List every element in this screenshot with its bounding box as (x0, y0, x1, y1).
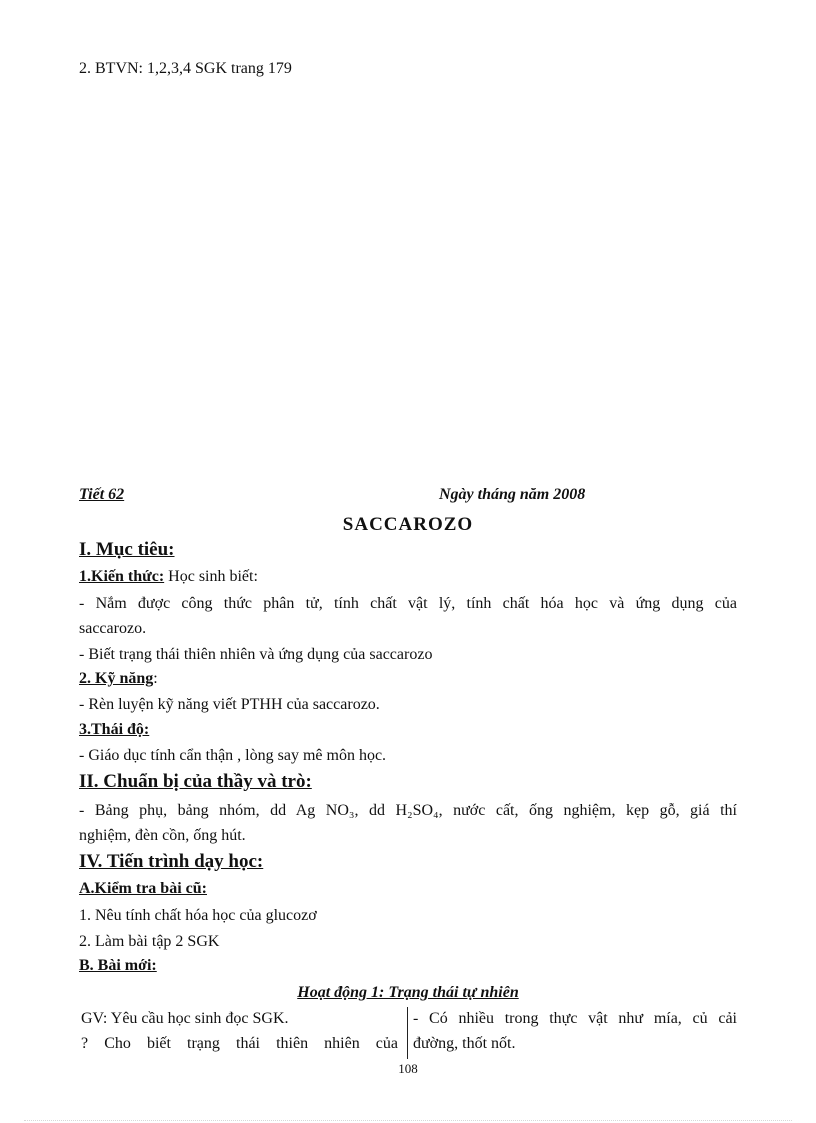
knowledge-bullet-2: - Biết trạng thái thiên nhiên và ứng dụng của saccarozo (79, 646, 433, 663)
subsection-old-lesson-check: A.Kiểm tra bài cũ: (79, 880, 207, 897)
skill-text: - Rèn luyện kỹ năng viết PTHH của saccarozo. (79, 696, 380, 713)
activity-left-line-1: GV: Yêu cầu học sinh đọc SGK. (81, 1010, 289, 1027)
homework-line: 2. BTVN: 1,2,3,4 SGK trang 179 (79, 60, 292, 77)
lesson-number: Tiết 62 (79, 486, 125, 503)
column-divider (407, 1007, 408, 1059)
page-bottom-border (24, 1120, 792, 1121)
preparation-line-1: - Bảng phụ, bảng nhóm, dd Ag NO₃, dd H₂SO₄, nước cất, ống nghiệm, kẹp gỗ, giá thí (79, 802, 737, 819)
skill-line (79, 669, 158, 689)
activity-right-line-1: - Có nhiều trong thực vật như mía, củ cải (413, 1010, 737, 1027)
knowledge-bullet-1-line-2: saccarozo. (79, 620, 147, 637)
section-objectives-heading: I. Mục tiêu: (79, 539, 175, 560)
knowledge-bullet-1-line-1: - Nắm được công thức phân tử, tính chất vật lý, tính chất hóa học và ứng dụng của (79, 595, 737, 612)
page-title: SACCAROZO (342, 514, 474, 535)
attitude-label: 3.Thái độ: (79, 721, 150, 738)
question-2: 2. Làm bài tập 2 SGK (79, 933, 220, 950)
page-number: 108 (398, 1061, 418, 1076)
activity-right-line-2: đường, thốt nốt. (413, 1035, 516, 1052)
question-1: 1. Nêu tính chất hóa học của glucozơ (79, 907, 317, 924)
knowledge-label: 1.Kiến thức: (79, 568, 165, 585)
knowledge-text: Học sinh biết: (164, 568, 258, 585)
subsection-new-lesson: B. Bài mới: (79, 957, 157, 974)
section-preparation-heading: II. Chuẩn bị của thầy và trò: (79, 771, 312, 792)
skill-label: 2. Kỹ năng (79, 670, 154, 687)
skill-colon: : (153, 670, 158, 687)
activity-left-line-2: ? Cho biết trạng thái thiên nhiên của (81, 1035, 398, 1052)
section-process-heading: IV. Tiến trình dạy học: (79, 851, 264, 872)
lesson-date: Ngày tháng năm 2008 (439, 486, 586, 503)
activity-1-heading: Hoạt động 1: Trạng thái tự nhiên (297, 984, 519, 1001)
preparation-line-2: nghiệm, đèn cồn, ống hút. (79, 827, 246, 844)
attitude-text: - Giáo dục tính cẩn thận , lòng say mê môn học. (79, 747, 387, 764)
knowledge-line (79, 567, 258, 587)
